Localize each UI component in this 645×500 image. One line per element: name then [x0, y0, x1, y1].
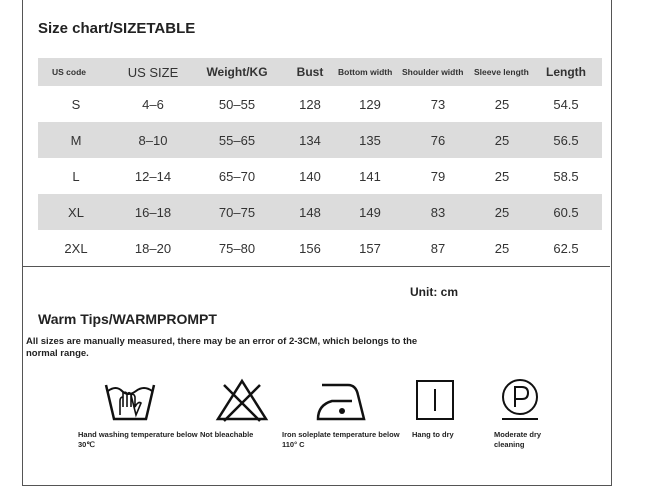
cell-length: 60.5 — [530, 194, 602, 230]
cell-bust: 134 — [282, 122, 338, 158]
hand-wash-icon — [100, 375, 160, 425]
cell-sleeve-length: 25 — [494, 96, 510, 112]
cell-length: 58.5 — [553, 168, 579, 184]
dry-clean-label: Moderate dry cleaning — [494, 430, 542, 449]
table-row — [38, 86, 602, 122]
section-divider — [22, 266, 610, 267]
iron-icon — [312, 375, 372, 425]
table-row — [38, 122, 602, 158]
cell-sleeve-length: 25 — [494, 168, 510, 184]
cell-sleeve-length: 25 — [474, 122, 530, 158]
cell-bottom-width: 129 — [359, 96, 381, 112]
no-bleach-icon — [212, 375, 272, 425]
cell-bust: 148 — [282, 194, 338, 230]
page-title: Size chart/SIZETABLE — [38, 20, 196, 37]
cell-us-code: L — [72, 168, 80, 184]
hand-wash-label: Hand washing temperature below 30℃ — [78, 430, 198, 449]
cell-weight: 65–70 — [218, 168, 256, 184]
header-us-code: US code — [38, 58, 114, 86]
header-weight: Weight/KG — [192, 58, 282, 86]
header-bust: Bust — [282, 58, 338, 86]
cell-length: 56.5 — [530, 122, 602, 158]
cell-length: 54.5 — [553, 96, 579, 112]
cell-bust: 156 — [299, 240, 321, 256]
cell-us-size: 18–20 — [134, 240, 172, 256]
cell-weight: 55–65 — [192, 122, 282, 158]
size-table — [38, 58, 602, 266]
hang-dry-icon — [405, 375, 465, 425]
cell-shoulder-width: 73 — [430, 96, 446, 112]
cell-bottom-width: 135 — [338, 122, 402, 158]
cell-length: 62.5 — [553, 240, 579, 256]
cell-sleeve-length: 25 — [474, 194, 530, 230]
cell-bottom-width: 149 — [338, 194, 402, 230]
hang-dry-label: Hang to dry — [412, 430, 454, 439]
cell-bottom-width: 157 — [359, 240, 381, 256]
cell-us-code: XL — [38, 194, 114, 230]
cell-bust: 128 — [299, 96, 321, 112]
cell-us-size: 8–10 — [114, 122, 192, 158]
cell-us-size: 16–18 — [114, 194, 192, 230]
unit-label: Unit: cm — [410, 285, 458, 299]
cell-shoulder-width: 83 — [402, 194, 474, 230]
cell-us-size: 12–14 — [134, 168, 172, 184]
iron-label: Iron soleplate temperature below 110° C — [282, 430, 400, 449]
cell-shoulder-width: 76 — [402, 122, 474, 158]
dry-clean-icon — [492, 375, 552, 425]
cell-bust: 140 — [299, 168, 321, 184]
table-row — [38, 158, 602, 194]
cell-weight: 50–55 — [218, 96, 256, 112]
table-header-row — [38, 58, 602, 86]
header-shoulder-width: Shoulder width — [402, 58, 474, 86]
header-bottom-width: Bottom width — [338, 58, 402, 86]
table-row — [38, 194, 602, 230]
cell-shoulder-width: 87 — [430, 240, 446, 256]
cell-us-code: 2XL — [64, 240, 88, 256]
no-bleach-label: Not bleachable — [200, 430, 254, 439]
table-row — [38, 230, 602, 266]
cell-us-code: S — [71, 96, 81, 112]
cell-weight: 75–80 — [218, 240, 256, 256]
tips-title: Warm Tips/WARMPROMPT — [38, 311, 217, 327]
cell-weight: 70–75 — [192, 194, 282, 230]
header-sleeve-length: Sleeve length — [474, 58, 530, 86]
header-length: Length — [530, 58, 602, 86]
cell-us-size: 4–6 — [142, 96, 164, 112]
cell-shoulder-width: 79 — [430, 168, 446, 184]
header-us-size: US SIZE — [114, 58, 192, 86]
cell-bottom-width: 141 — [359, 168, 381, 184]
cell-sleeve-length: 25 — [494, 240, 510, 256]
tips-text: All sizes are manually measured, there may be an error of 2-3CM, which belongs to the normal range. — [26, 336, 418, 359]
cell-us-code: M — [38, 122, 114, 158]
